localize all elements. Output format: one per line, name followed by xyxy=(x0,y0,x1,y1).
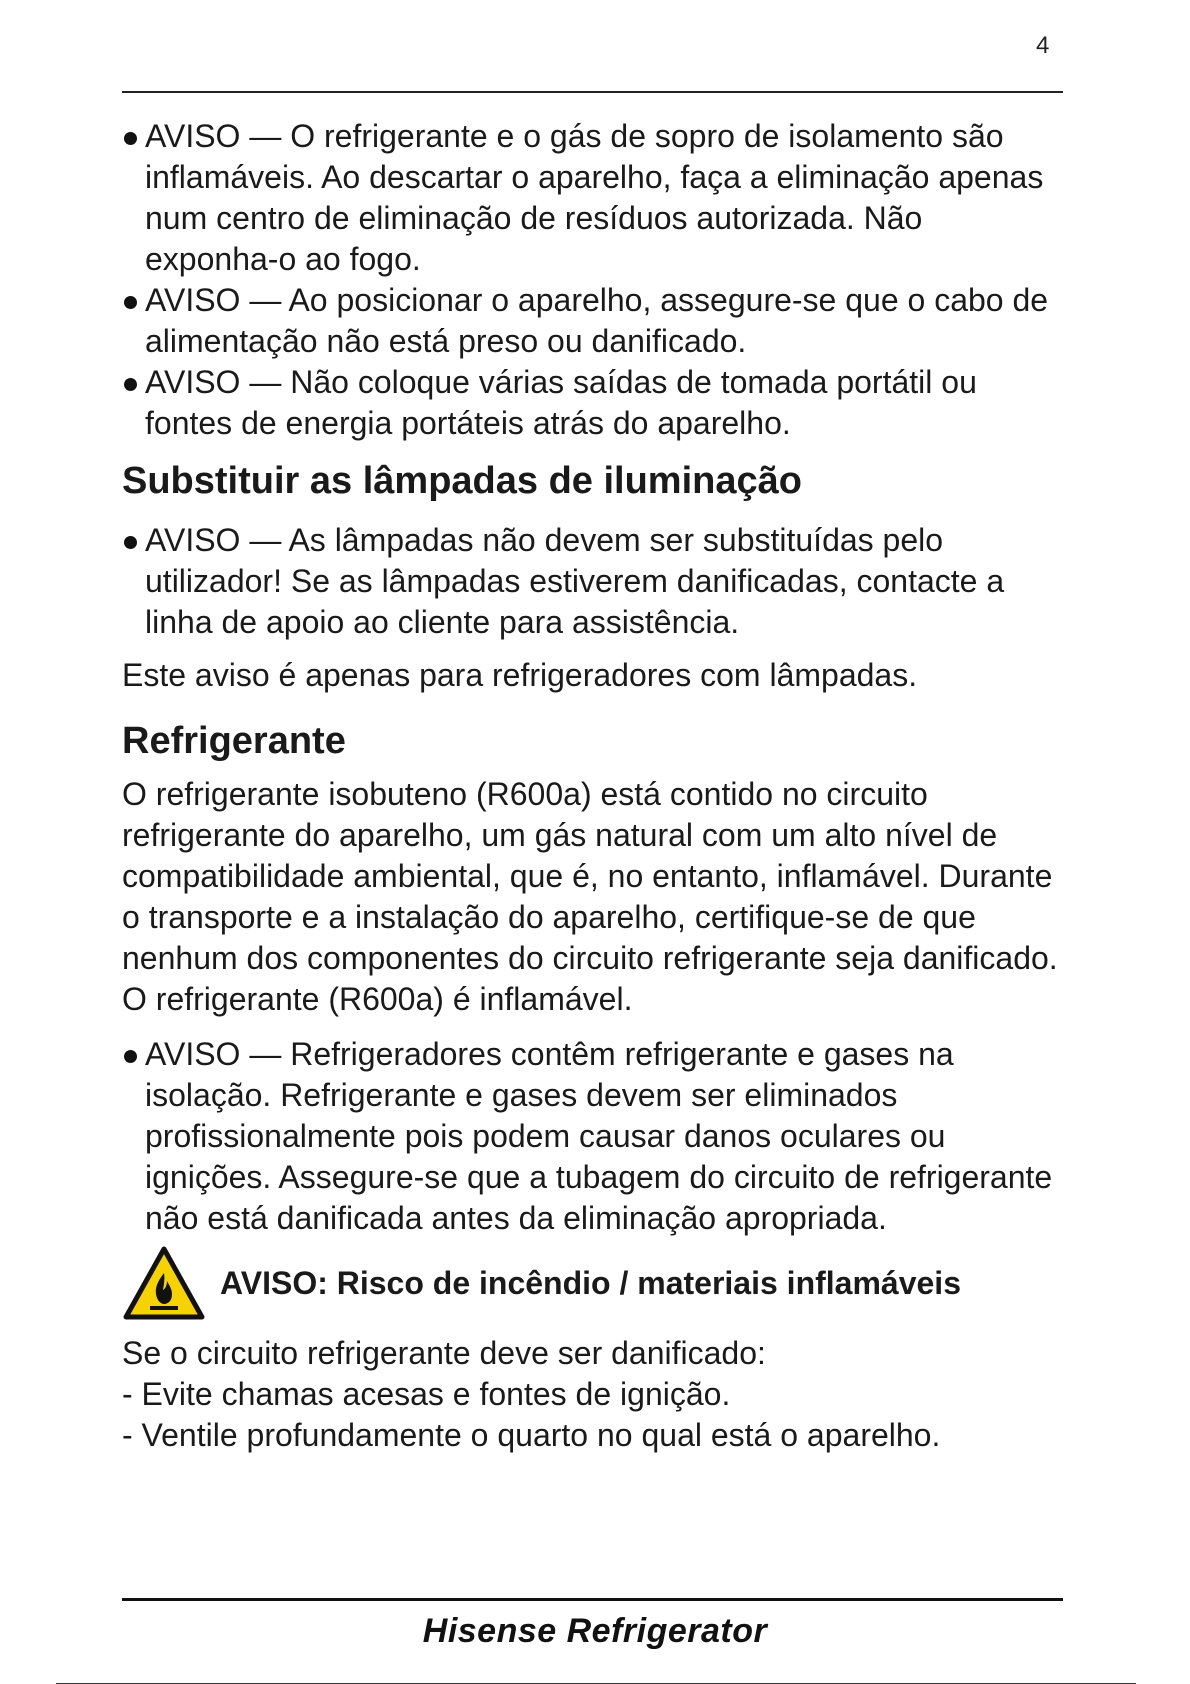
lamp-warning-list xyxy=(122,520,1063,643)
fire-warning xyxy=(122,1243,1063,1323)
page-number: 4 xyxy=(1036,32,1050,59)
flammable-warning-icon xyxy=(122,1245,206,1321)
refrigerant-paragraph: O refrigerante isobuteno (R600a) está contido no circuito refrigerante do aparelho, um gás natural com um alto nível de compatibilidade ambiental, que é, no entanto, inflamável. Durante o transporte e a instalação do aparelho, certifique-se de que nenhum dos componentes do circuito refrigerante seja danificado. xyxy=(122,776,1058,976)
fire-warning-instructions xyxy=(122,1333,1063,1456)
refrigerant-warning-list xyxy=(122,1034,1063,1239)
warning-item: AVISO — Não coloque várias saídas de tomada portátil ou fontes de energia portáteis atrás do aparelho. xyxy=(122,362,1063,444)
warning-item: AVISO — As lâmpadas não devem ser substituídas pelo utilizador! Se as lâmpadas estiverem danificadas, contacte a linha de apoio ao cliente para assistência. xyxy=(122,520,1063,643)
warning-item: AVISO — Refrigeradores contêm refrigerante e gases na isolação. Refrigerante e gases devem ser eliminados profissionalmente pois podem causar danos oculares ou ignições. Assegure-se que a tubagem do circuito de refrigerante não está danificada antes da eliminação apropriada. xyxy=(122,1034,1063,1239)
warning-item: AVISO — Ao posicionar o aparelho, assegure-se que o cabo de alimentação não está preso ou danificado. xyxy=(122,280,1063,362)
section-heading-lamps: Substituir as lâmpadas de iluminação xyxy=(122,460,802,502)
instruction-line: - Evite chamas acesas e fontes de ignição. xyxy=(122,1376,731,1412)
instruction-line: Se o circuito refrigerante deve ser danificado: xyxy=(122,1335,766,1371)
fire-warning-title: AVISO: Risco de incêndio / materiais inflamáveis xyxy=(220,1265,961,1301)
warning-item: AVISO — O refrigerante e o gás de sopro de isolamento são inflamáveis. Ao descartar o aparelho, faça a eliminação apenas num centro de eliminação de resíduos autorizada. Não exponha-o ao fogo. xyxy=(122,116,1063,280)
lamp-note: Este aviso é apenas para refrigeradores com lâmpadas. xyxy=(122,657,918,693)
refrigerant-flammable-note: O refrigerante (R600a) é inflamável. xyxy=(122,981,633,1017)
warning-list xyxy=(122,116,1063,444)
section-heading-refrigerant: Refrigerante xyxy=(122,720,346,762)
brand-footer: Hisense Refrigerator xyxy=(422,1612,768,1650)
footer-divider xyxy=(122,1598,1063,1601)
page-content xyxy=(122,116,1063,1456)
instruction-line: - Ventile profundamente o quarto no qual está o aparelho. xyxy=(122,1417,941,1453)
header-divider xyxy=(122,91,1063,93)
